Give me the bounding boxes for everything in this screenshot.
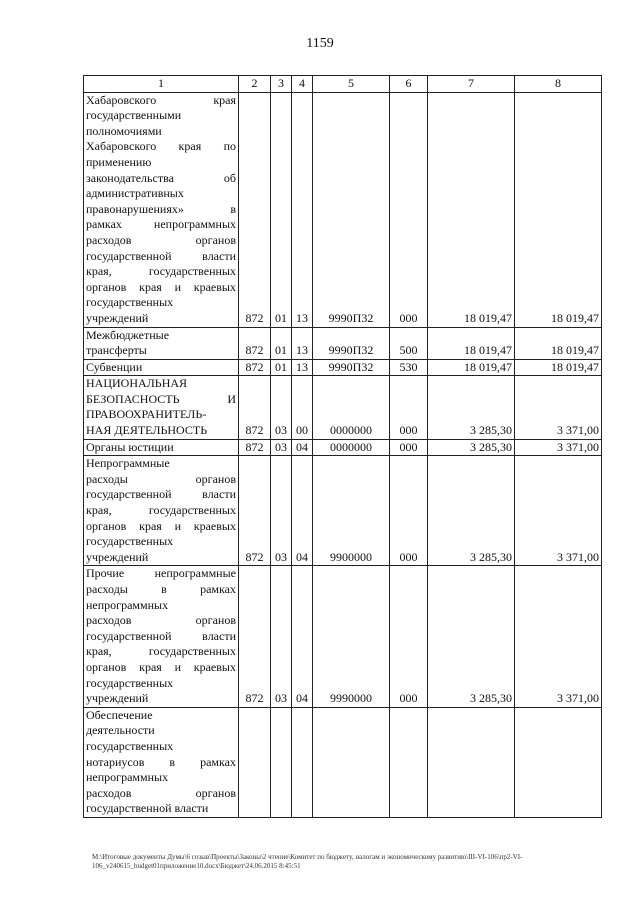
- row-name-cell: [84, 456, 239, 566]
- row-name-cell: [84, 92, 239, 327]
- row-name-line: государственной власти: [86, 248, 236, 263]
- row-name-line: расходов органов: [86, 613, 236, 628]
- section-code-cell: 03: [271, 439, 292, 456]
- expense-type-cell: 000: [390, 439, 428, 456]
- table-row: [84, 92, 602, 327]
- row-name-line: ПРАВООХРАНИТЕЛЬ-: [86, 407, 207, 422]
- row-name-line: законодательства об: [86, 170, 236, 185]
- ministry-code-cell: 872: [239, 439, 271, 456]
- target-article-cell: [313, 707, 390, 817]
- header-cell: 4: [292, 76, 313, 93]
- expense-type-cell: 000: [390, 456, 428, 566]
- table-row: [84, 359, 602, 376]
- row-name-line: края, государственных: [86, 264, 236, 279]
- table-row: [84, 376, 602, 439]
- ministry-code-cell: 872: [239, 92, 271, 327]
- row-name-cell: [84, 566, 239, 707]
- row-name-line: административных: [86, 186, 184, 201]
- ministry-code-cell: 872: [239, 376, 271, 439]
- row-name-line: непрограммных: [86, 770, 169, 785]
- subsection-code-cell: [292, 707, 313, 817]
- subsection-code-cell: 04: [292, 439, 313, 456]
- row-name-line: государственных: [86, 295, 174, 310]
- subsection-code-cell: 13: [292, 327, 313, 359]
- subsection-code-cell: 04: [292, 456, 313, 566]
- row-name-line: учреждений: [86, 310, 149, 325]
- amount-cell: 3 285,30: [428, 456, 515, 566]
- table-row: [84, 707, 602, 817]
- ministry-code-cell: 872: [239, 566, 271, 707]
- header-cell: 1: [84, 76, 239, 93]
- amount-cell: 3 285,30: [428, 376, 515, 439]
- row-name-line: полномочиями: [86, 123, 162, 138]
- table-body: [84, 92, 602, 817]
- section-code-cell: [271, 707, 292, 817]
- ministry-code-cell: 872: [239, 359, 271, 376]
- row-name-line: государственных: [86, 738, 174, 753]
- row-name-line: БЕЗОПАСНОСТЬ И: [86, 391, 236, 406]
- table-row: [84, 456, 602, 566]
- row-name-line: Хабаровского края: [86, 92, 236, 107]
- amount-cell: [515, 707, 602, 817]
- table-row: [84, 327, 602, 359]
- target-article-cell: 9990П32: [313, 327, 390, 359]
- file-path-footer: M:\Итоговые документы Думы\6 созыв\Проекты\Законы\2 чтение\Комитет по бюджету, налогам и экономическому развитию\III-VI-106\пр2-VI-106_v240615_budget01приложение10.docx\Бюджет\24.06.2015 8:45:51: [92, 853, 523, 870]
- target-article-cell: 0000000: [313, 439, 390, 456]
- row-name-line: государственных: [86, 534, 174, 549]
- header-cell: 7: [428, 76, 515, 93]
- row-name-line: расходов органов: [86, 232, 236, 247]
- amount-cell: 3 371,00: [515, 439, 602, 456]
- row-name-line: края, государственных: [86, 644, 236, 659]
- ministry-code-cell: [239, 707, 271, 817]
- amount-cell: 18 019,47: [428, 327, 515, 359]
- row-name-line: Хабаровского края по: [86, 139, 236, 154]
- row-name-cell: [84, 359, 239, 376]
- row-name-line: применению: [86, 154, 152, 169]
- header-cell: 3: [271, 76, 292, 93]
- row-name-line: края, государственных: [86, 503, 236, 518]
- amount-cell: 18 019,47: [515, 327, 602, 359]
- amount-cell: 3 285,30: [428, 439, 515, 456]
- row-name-line: органов края и краевых: [86, 518, 236, 533]
- target-article-cell: 0000000: [313, 376, 390, 439]
- row-name-cell: [84, 707, 239, 817]
- row-name-line: органов края и краевых: [86, 279, 236, 294]
- expense-type-cell: 500: [390, 327, 428, 359]
- row-name-line: учреждений: [86, 549, 149, 564]
- row-name-line: Прочие непрограммные: [86, 566, 236, 581]
- target-article-cell: 9990П32: [313, 359, 390, 376]
- target-article-cell: 9990000: [313, 566, 390, 707]
- row-name-line: нотариусов в рамках: [86, 754, 236, 769]
- subsection-code-cell: 13: [292, 92, 313, 327]
- header-cell: 8: [515, 76, 602, 93]
- row-name-line: государственных: [86, 675, 174, 690]
- row-name-line: государственной власти: [86, 801, 209, 816]
- header-row: [84, 76, 602, 93]
- header-cell: 5: [313, 76, 390, 93]
- budget-table: [83, 75, 602, 818]
- row-name-line: учреждений: [86, 691, 149, 706]
- row-name-line: трансферты: [86, 343, 147, 358]
- row-name-line: НАЯ ДЕЯТЕЛЬНОСТЬ: [86, 423, 208, 438]
- header-cell: 6: [390, 76, 428, 93]
- row-name-line: деятельности: [86, 723, 155, 738]
- row-name-line: расходы в рамках: [86, 582, 236, 596]
- amount-cell: 3 371,00: [515, 376, 602, 439]
- row-name-cell: [84, 327, 239, 359]
- section-code-cell: 01: [271, 92, 292, 327]
- amount-cell: 18 019,47: [515, 92, 602, 327]
- expense-type-cell: [390, 707, 428, 817]
- row-name-cell: [84, 439, 239, 456]
- subsection-code-cell: 13: [292, 359, 313, 376]
- row-name-line: государственной власти: [86, 487, 236, 502]
- amount-cell: 3 285,30: [428, 566, 515, 707]
- section-code-cell: 03: [271, 566, 292, 707]
- row-name-line: рамках непрограммных: [86, 217, 236, 232]
- section-code-cell: 01: [271, 327, 292, 359]
- row-name-line: Субвенции: [86, 359, 143, 374]
- expense-type-cell: 000: [390, 376, 428, 439]
- row-name-line: государственными: [86, 108, 182, 123]
- expense-type-cell: 530: [390, 359, 428, 376]
- subsection-code-cell: 00: [292, 376, 313, 439]
- section-code-cell: 03: [271, 456, 292, 566]
- row-name-line: правонарушениях» в: [86, 201, 236, 216]
- amount-cell: [428, 707, 515, 817]
- row-name-line: НАЦИОНАЛЬНАЯ: [86, 376, 188, 391]
- expense-type-cell: 000: [390, 566, 428, 707]
- row-name-line: Органы юстиции: [86, 439, 174, 454]
- section-code-cell: 01: [271, 359, 292, 376]
- ministry-code-cell: 872: [239, 456, 271, 566]
- row-name-line: Обеспечение: [86, 707, 153, 722]
- row-name-line: Межбюджетные: [86, 327, 170, 342]
- subsection-code-cell: 04: [292, 566, 313, 707]
- row-name-cell: [84, 376, 239, 439]
- table-row: [84, 439, 602, 456]
- amount-cell: 18 019,47: [515, 359, 602, 376]
- page-number: 1159: [306, 36, 334, 51]
- section-code-cell: 03: [271, 376, 292, 439]
- target-article-cell: 9900000: [313, 456, 390, 566]
- row-name-line: государственной власти: [86, 628, 236, 643]
- table-row: [84, 566, 602, 707]
- row-name-line: органов края и краевых: [86, 659, 236, 674]
- row-name-line: расходы органов: [86, 471, 236, 486]
- row-name-line: непрограммных: [86, 597, 169, 612]
- amount-cell: 3 371,00: [515, 456, 602, 566]
- target-article-cell: 9990П32: [313, 92, 390, 327]
- header-cell: 2: [239, 76, 271, 93]
- row-name-line: расходов органов: [86, 785, 236, 800]
- amount-cell: 18 019,47: [428, 359, 515, 376]
- amount-cell: 3 371,00: [515, 566, 602, 707]
- row-name-line: Непрограммные: [86, 456, 170, 471]
- ministry-code-cell: 872: [239, 327, 271, 359]
- expense-type-cell: 000: [390, 92, 428, 327]
- amount-cell: 18 019,47: [428, 92, 515, 327]
